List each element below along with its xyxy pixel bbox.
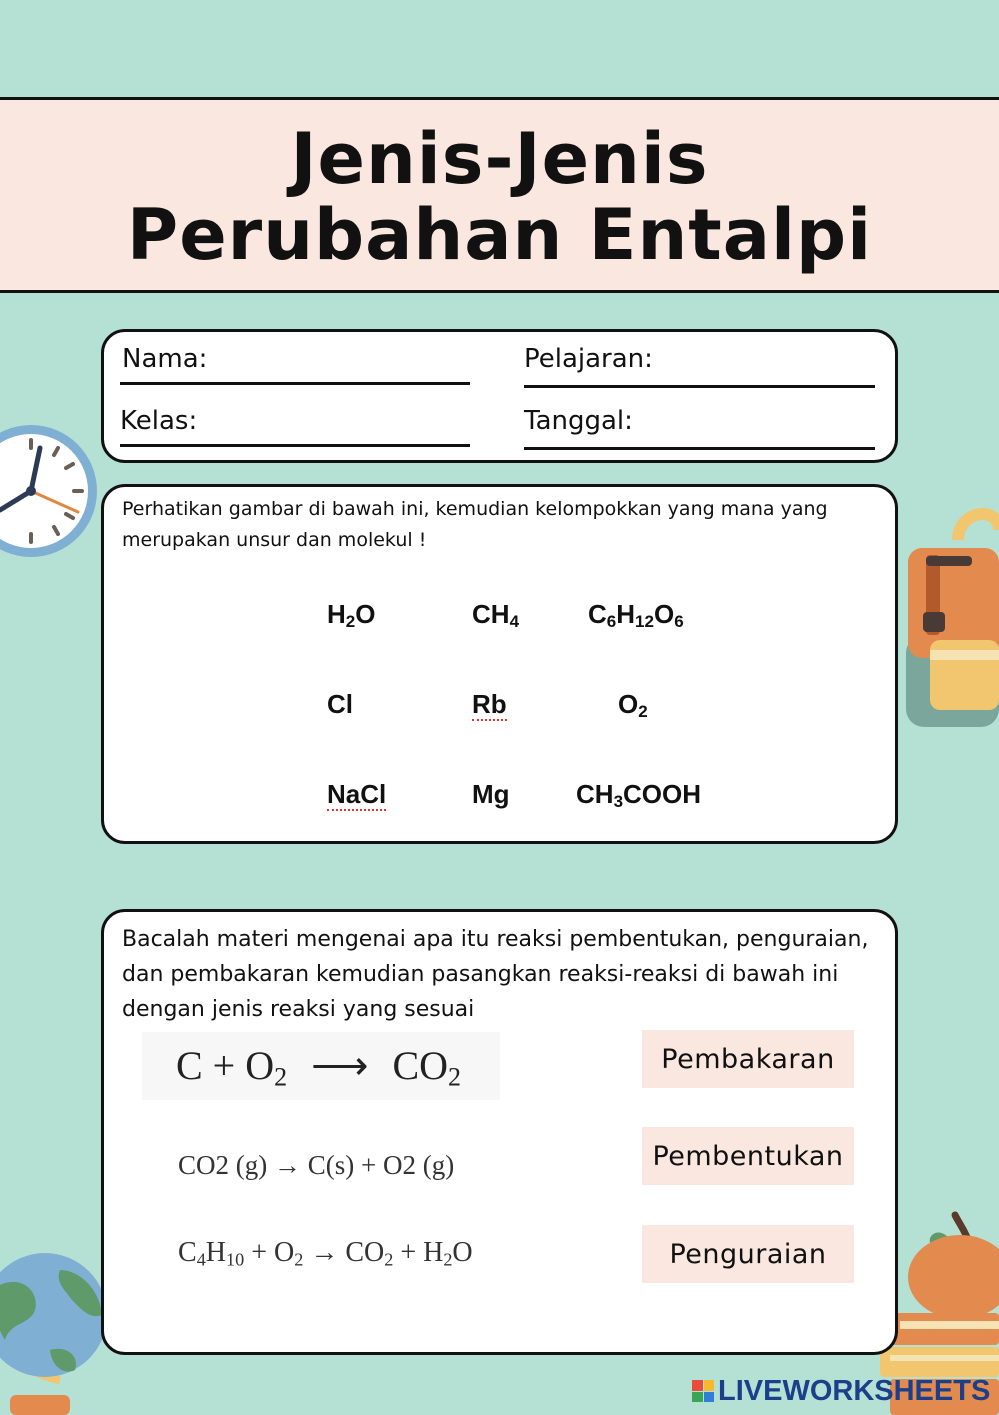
nama-field[interactable] — [120, 382, 470, 385]
formula-nacl[interactable]: NaCl — [327, 779, 387, 809]
exercise-2-card — [101, 909, 898, 1355]
liveworksheets-brand[interactable] — [692, 1376, 990, 1406]
answer-pembakaran[interactable]: Pembakaran — [642, 1030, 854, 1088]
tanggal-field[interactable] — [524, 447, 875, 450]
exercise-1-instruction: Perhatikan gambar di bawah ini, kemudian kelompokkan yang mana yang merupakan unsur dan molekul ! — [122, 498, 828, 551]
page-title-line-1: Jenis-Jenis — [290, 118, 709, 200]
formula-mg[interactable]: Mg — [472, 779, 510, 809]
equation-combustion-c[interactable]: $C + O_2$ ⟶ $CO_2$ — [142, 1032, 500, 1100]
pelajaran-label: Pelajaran: — [524, 344, 653, 374]
backpack-icon — [898, 500, 999, 730]
exercise-2-instruction: Bacalah materi mengenai apa itu reaksi pembentukan, penguraian, dan pembakaran kemudian pasangkan reaksi-reaksi di bawah ini dengan jenis reaksi yang sesuai — [122, 927, 869, 1022]
liveworksheets-logo-icon — [692, 1380, 714, 1402]
formula-c6h12o6[interactable]: $C_6H_{12}O_6$ — [588, 599, 684, 631]
pelajaran-field[interactable] — [524, 385, 875, 388]
title-banner — [0, 97, 999, 293]
exercise-1-card — [101, 484, 898, 844]
tanggal-label: Tanggal: — [524, 406, 633, 436]
formula-ch4[interactable]: $CH_4$ — [472, 599, 520, 631]
equation-decomposition-co2[interactable]: CO2 (g) → C(s) + O2 (g) — [178, 1150, 455, 1180]
formula-o2[interactable]: $O_2$ — [618, 689, 648, 721]
nama-label: Nama: — [122, 344, 208, 374]
equation-combustion-butane[interactable]: $C_4H_{10} + O_2 \to CO_2 + H_2O$ — [178, 1237, 473, 1270]
answer-penguraian[interactable]: Penguraian — [642, 1225, 854, 1283]
kelas-label: Kelas: — [120, 406, 198, 436]
formula-rb[interactable]: Rb — [472, 689, 507, 719]
page-title-line-2: Perubahan Entalpi — [126, 194, 873, 276]
formula-cl[interactable]: Cl — [327, 689, 353, 719]
formula-ch3cooh[interactable]: $CH_3COOH$ — [576, 779, 702, 811]
brand-name: LIVEWORKSHEETS — [718, 1374, 991, 1407]
kelas-field[interactable] — [120, 444, 470, 447]
clock-icon — [0, 420, 102, 562]
formula-h2o[interactable]: $H_2O$ — [327, 599, 376, 631]
student-info-card — [101, 329, 898, 463]
answer-pembentukan[interactable]: Pembentukan — [642, 1127, 854, 1185]
